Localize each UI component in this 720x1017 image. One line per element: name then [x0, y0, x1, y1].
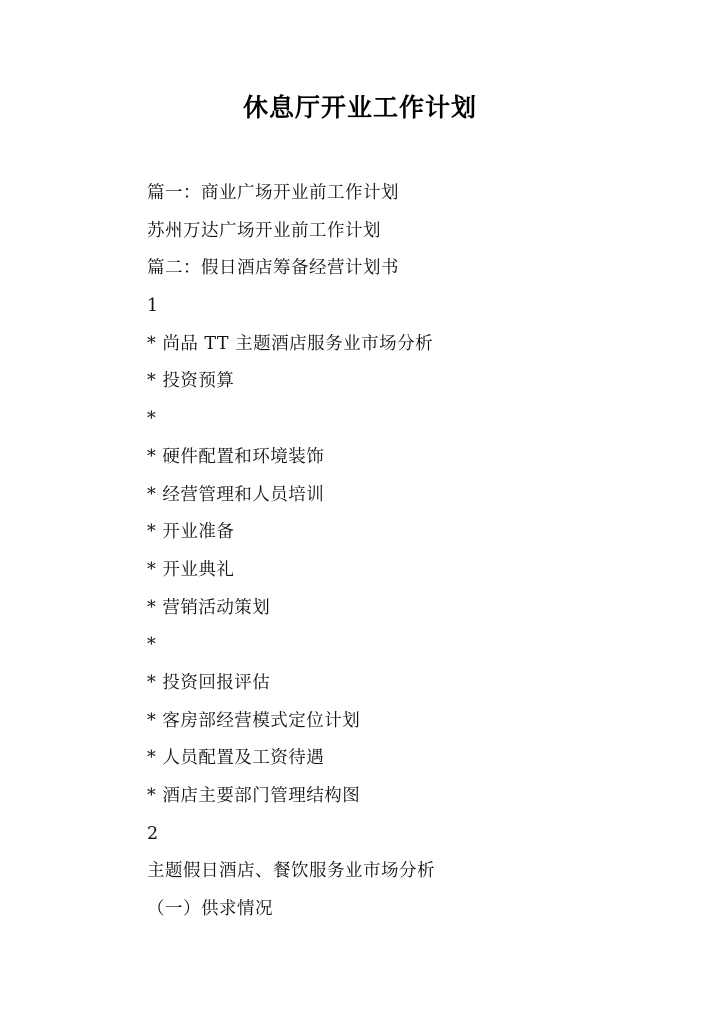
bullet-item: * 投资预算: [147, 371, 235, 392]
body-line-subheading: 苏州万达广场开业前工作计划: [147, 220, 381, 241]
bullet-item: * 开业典礼: [147, 559, 235, 580]
bullet-item: * 人员配置及工资待遇: [147, 748, 325, 769]
bullet-item: * 经营管理和人员培训: [147, 484, 325, 505]
bullet-item-empty: *: [147, 635, 157, 656]
section-heading: 主题假日酒店、餐饮服务业市场分析: [147, 861, 435, 882]
body-line-heading-1: 篇一：商业广场开业前工作计划: [147, 183, 399, 203]
bullet-item: * 投资回报评估: [147, 672, 271, 693]
bullet-item: * 开业准备: [147, 522, 235, 543]
document-title: 休息厅开业工作计划: [242, 93, 477, 122]
bullet-item: * 客房部经营模式定位计划: [147, 710, 361, 731]
section-number-1: 1: [147, 296, 159, 317]
bullet-item: * 营销活动策划: [147, 597, 271, 618]
bullet-item: * 酒店主要部门管理结构图: [147, 786, 361, 806]
bullet-item: * 硬件配置和环境装饰: [147, 446, 325, 467]
section-number-2: 2: [147, 823, 159, 844]
body-line-heading-2: 篇二：假日酒店筹备经营计划书: [147, 258, 399, 279]
bullet-item-empty: *: [147, 409, 157, 430]
document-body: [147, 178, 667, 932]
bullet-item: * 尚品 TT 主题酒店服务业市场分析: [147, 333, 434, 354]
subsection-heading: （一）供求情况: [147, 899, 273, 920]
